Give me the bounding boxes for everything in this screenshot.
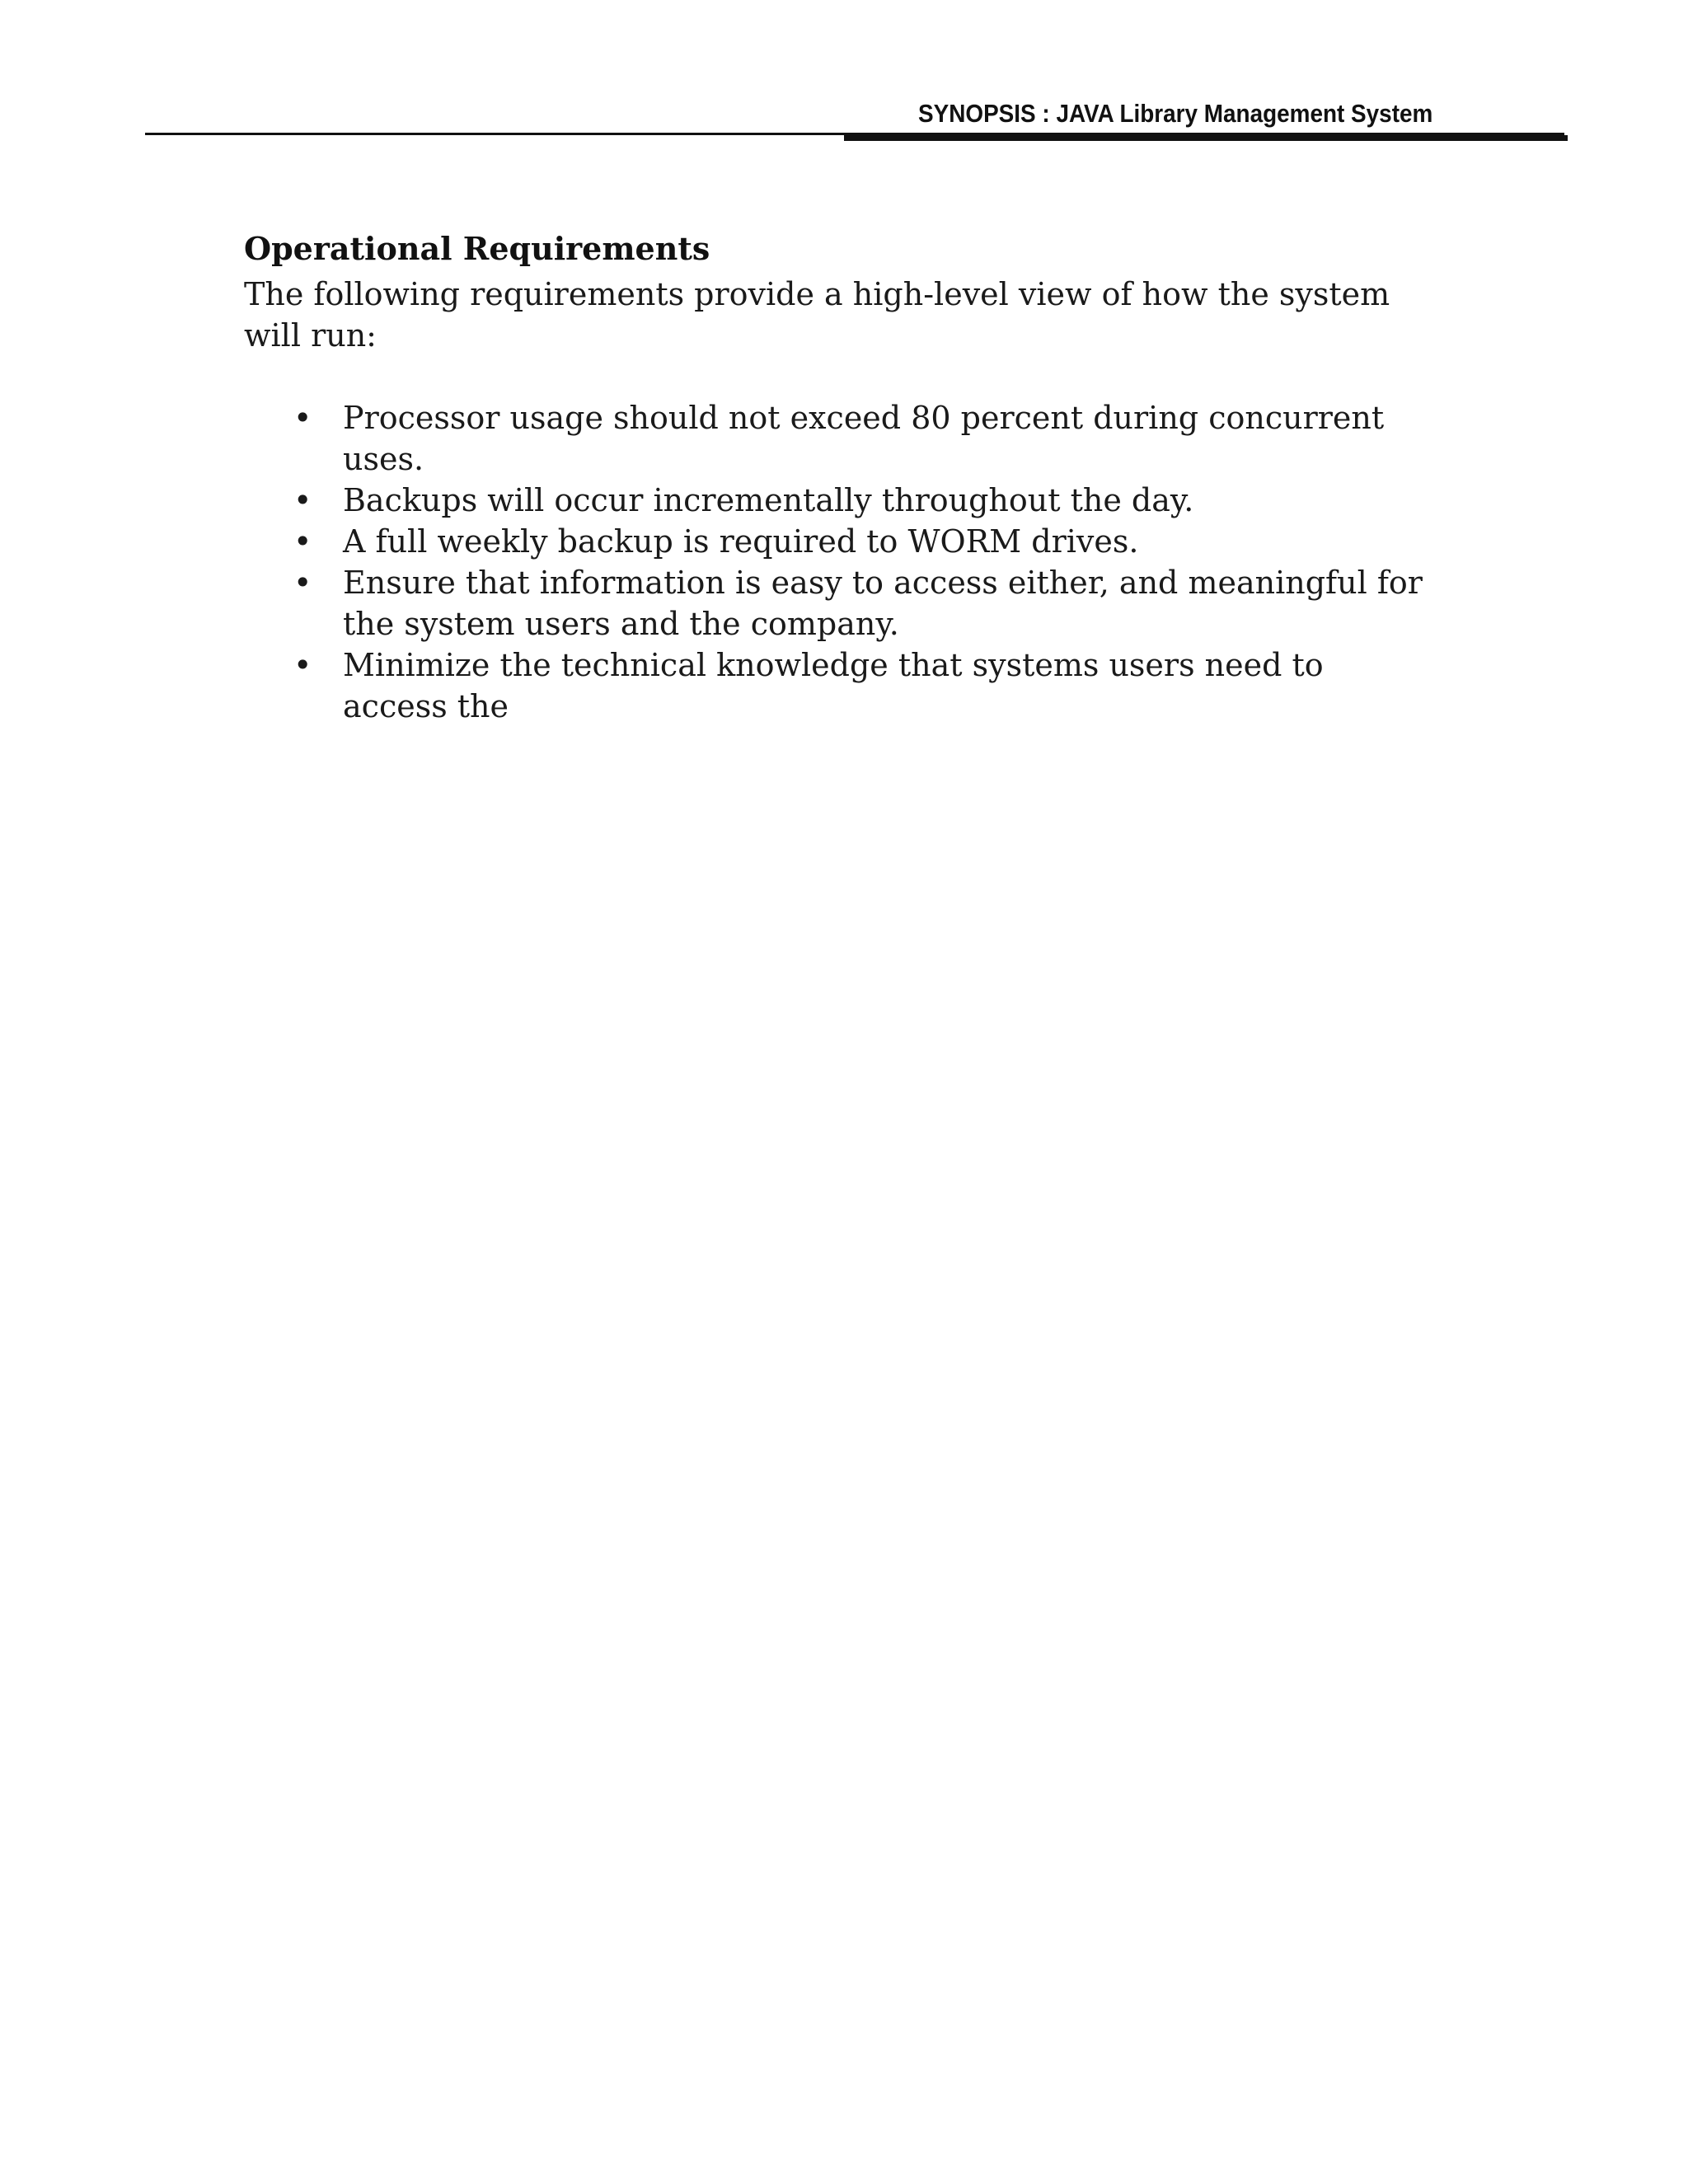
bullet-icon: •: [293, 565, 312, 601]
list-item: [244, 480, 1431, 521]
section-heading: Operational Requirements: [244, 230, 710, 267]
list-item: [244, 521, 1431, 562]
list-item-text: Processor usage should not exceed 80 percent during concurrent uses.: [343, 400, 1385, 477]
bullet-icon: •: [293, 647, 312, 683]
requirements-list: [244, 397, 1431, 727]
running-header-title: SYNOPSIS : JAVA Library Management System: [918, 99, 1433, 128]
list-item: [244, 562, 1431, 644]
list-item: [244, 644, 1431, 727]
list-item-text: Ensure that information is easy to access either, and meaningful for the system users and the company.: [343, 565, 1423, 642]
list-item-text: Backups will occur incrementally throughout the day.: [343, 482, 1194, 518]
list-item-text: A full weekly backup is required to WORM drives.: [343, 523, 1139, 560]
section-intro: The following requirements provide a high-level view of how the system will run:: [244, 276, 1390, 354]
bullet-icon: •: [293, 400, 312, 436]
header-rule-thick: [844, 135, 1568, 141]
bullet-icon: •: [293, 482, 312, 518]
list-item: [244, 397, 1431, 480]
list-item-text: Minimize the technical knowledge that systems users need to access the: [343, 647, 1324, 724]
bullet-icon: •: [293, 523, 312, 560]
section-operational-requirements: [244, 224, 1431, 727]
